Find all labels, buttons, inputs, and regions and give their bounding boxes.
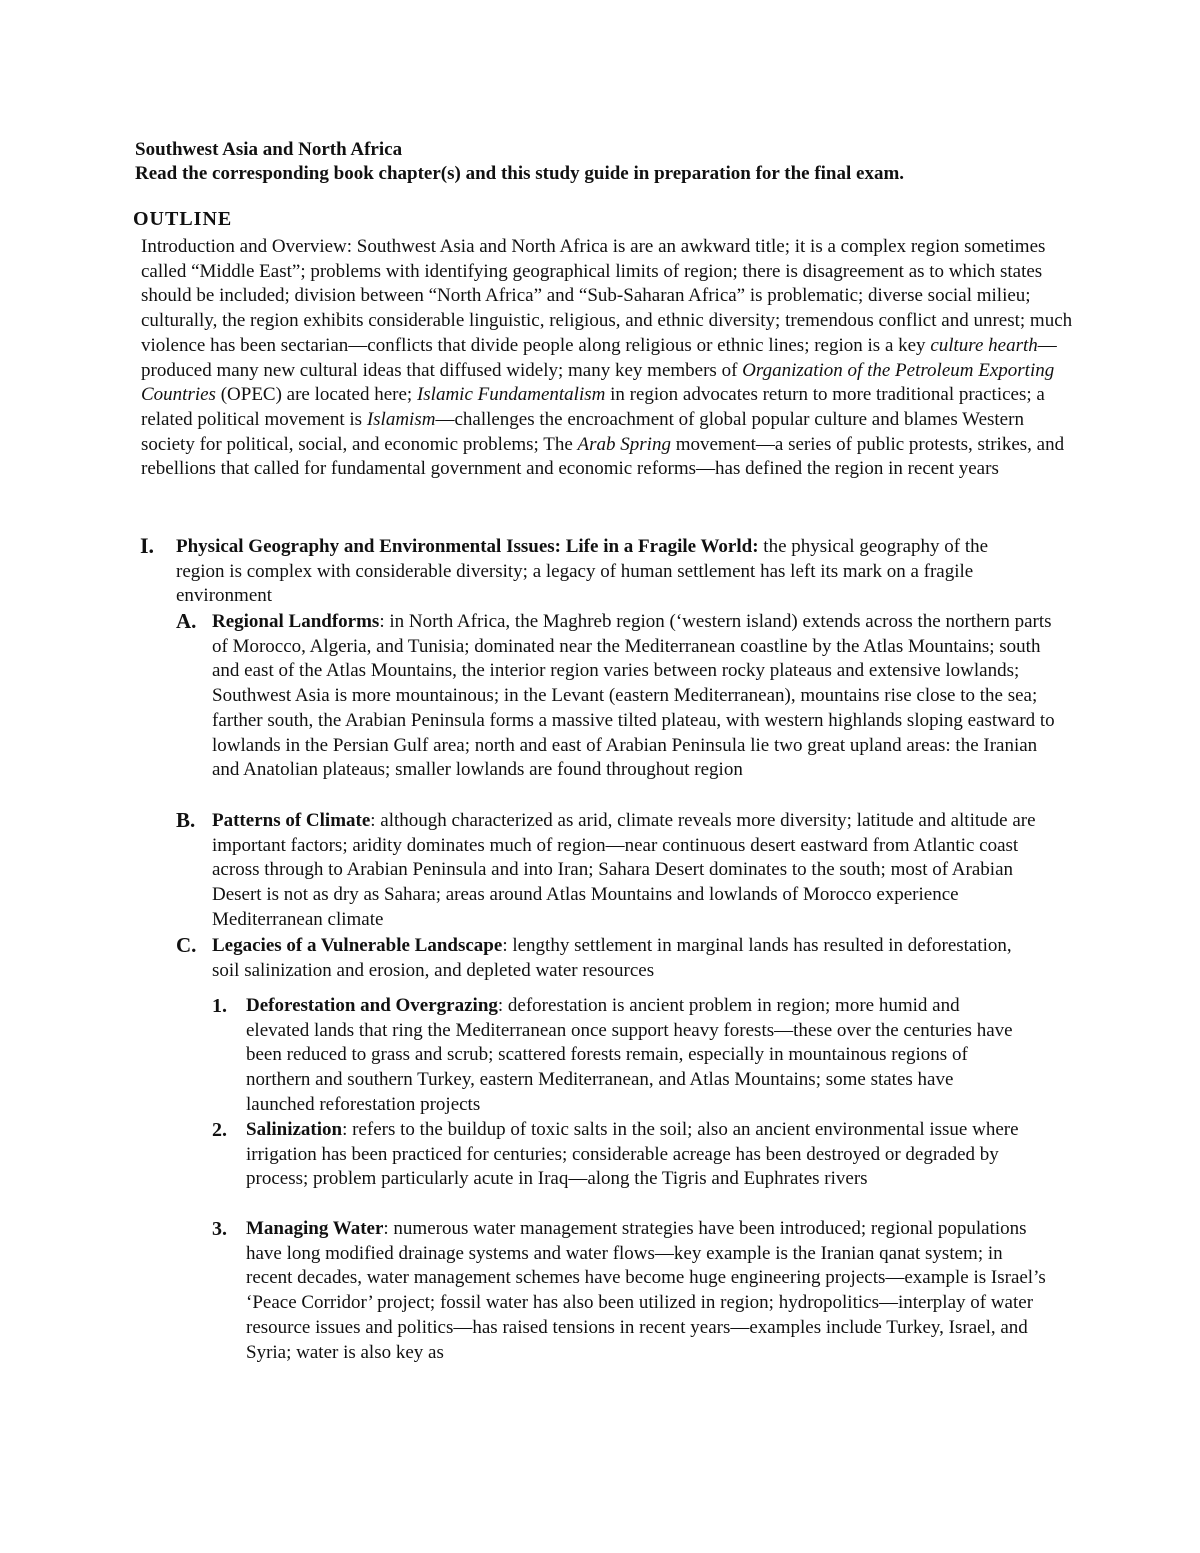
- outline-section-a: [176, 610, 1056, 783]
- section-marker: B.: [176, 808, 196, 832]
- section-text: [212, 610, 1056, 783]
- section-text: [176, 535, 1030, 609]
- intro-term-arab-spring: Arab Spring: [577, 433, 671, 455]
- section-body: the physical geography of the region is complex with considerable diversity; a legacy of human settlement has left its mark on a fragile environment: [176, 536, 989, 607]
- section-marker: I.: [140, 533, 155, 558]
- section-body: : lengthy settlement in marginal lands has resulted in deforestation, soil salinization and erosion, and depleted water resources: [212, 935, 1012, 981]
- intro-term-islamic-fundamentalism: Islamic Fundamentalism: [416, 384, 606, 406]
- intro-term-islamism: Islamism: [366, 408, 436, 430]
- section-heading: Legacies of a Vulnerable Landscape: [212, 935, 503, 956]
- section-heading: Deforestation and Overgrazing: [246, 995, 498, 1016]
- outline-heading: OUTLINE: [133, 208, 233, 230]
- document-subtitle: Read the corresponding book chapter(s) and this study guide in preparation for the final exam.: [135, 163, 905, 184]
- section-text: [246, 1217, 1052, 1365]
- section-body: : deforestation is ancient problem in region; more humid and elevated lands that ring the Mediterranean once support heavy forests—these over the centuries have been reduced to grass and scrub; scattered forests remain, especially in mountainous regions of northern and southern Turkey, eastern Mediterranean, and Atlas Mountains; some states have launched reforestation projects: [246, 995, 1013, 1115]
- outline-section-c2: [212, 1118, 1042, 1192]
- outline-section-c3: [212, 1217, 1052, 1365]
- intro-text-4: in region advocates return to more traditional practices; a related political movement is: [141, 384, 1045, 430]
- section-marker: A.: [176, 609, 197, 633]
- section-body: : numerous water management strategies have been introduced; regional populations have long modified drainage systems and water flows—key example is the Iranian qanat system; in recent decades, water management schemes have become huge engineering projects—example is Israel’s ‘Peace Corridor’ project; fossil water has also been utilized in region; hydropolitics—interplay of water resource issues and politics—has raised tensions in recent years—examples include Turkey, Israel, and Syria; water is also key as: [246, 1218, 1046, 1363]
- section-marker: C.: [176, 933, 197, 957]
- section-heading: Managing Water: [246, 1218, 384, 1239]
- outline-section-c1: [212, 994, 1022, 1118]
- section-heading: Salinization: [246, 1119, 343, 1140]
- section-text: [246, 1118, 1042, 1192]
- outline-section-c: [176, 934, 1016, 983]
- section-text: [212, 934, 1016, 983]
- section-heading: Patterns of Climate: [212, 810, 371, 831]
- intro-text-5: —challenges the encroachment of global popular culture and blames Western society for political, social, and economic problems; The: [141, 408, 1024, 455]
- section-body: : although characterized as arid, climate reveals more diversity; latitude and altitude are important factors; aridity dominates much of region—near continuous desert eastward from Atlantic coast across through to Arabian Peninsula and into Iran; Sahara Desert dominates to the south; most of Arabian Desert is not as dry as Sahara; areas around Atlas Mountains and lowlands of Morocco experience Mediterranean climate: [212, 810, 1036, 930]
- outline-section-1: [140, 535, 1030, 609]
- section-body: : in North Africa, the Maghreb region (‘western island) extends across the northern parts of Morocco, Algeria, and Tunisia; dominated near the Mediterranean coastline by the Atlas Mountains; south and east of the Atlas Mountains, the interior region varies between rocky plateaus and extensive lowlands; Southwest Asia is more mountainous; in the Levant (eastern Mediterranean), mountains rise close to the sea; farther south, the Arabian Peninsula forms a massive tilted plateau, with western highlands sloping eastward to lowlands in the Persian Gulf area; north and east of Arabian Peninsula lie two great upland areas: the Iranian and Anatolian plateaus; smaller lowlands are found throughout region: [212, 611, 1055, 781]
- outline-section-b: [176, 809, 1056, 933]
- intro-text-3: (OPEC) are located here;: [215, 384, 417, 406]
- section-heading: Regional Landforms: [212, 611, 380, 632]
- section-heading: Physical Geography and Environmental Issues: Life in a Fragile World:: [176, 536, 759, 557]
- intro-term-opec: Organization of the Petroleum Exporting Countries: [141, 359, 1055, 406]
- section-text: [246, 994, 1022, 1118]
- intro-paragraph: [141, 235, 1076, 482]
- document-header: [135, 138, 1095, 186]
- section-marker: 2.: [212, 1119, 227, 1141]
- section-marker: 1.: [212, 995, 227, 1017]
- section-marker: 3.: [212, 1218, 227, 1240]
- intro-term-culture-hearth: culture hearth: [930, 334, 1038, 356]
- intro-text-2: —produced many new cultural ideas that diffused widely; many key members of: [141, 334, 1057, 381]
- document-title: Southwest Asia and North Africa: [135, 139, 403, 160]
- intro-text-6: movement—a series of public protests, strikes, and rebellions that called for fundamental government and economic reforms—has defined the region in recent years: [141, 433, 1065, 480]
- section-text: [212, 809, 1056, 933]
- section-body: : refers to the buildup of toxic salts in the soil; also an ancient environmental issue where irrigation has been practiced for centuries; considerable acreage has been destroyed or degraded by process; problem particularly acute in Iraq—along the Tigris and Euphrates rivers: [246, 1119, 1019, 1190]
- intro-text-1: Introduction and Overview: Southwest Asia and North Africa is are an awkward title; it is a complex region sometimes called “Middle East”; problems with identifying geographical limits of region; there is disagreement as to which states should be included; division between “North Africa” and “Sub-Saharan Africa” is problematic; diverse social milieu; culturally, the region exhibits considerable linguistic, religious, and ethnic diversity; tremendous conflict and unrest; much violence has been sectarian—conflicts that divide people along religious or ethnic lines; region is a key: [141, 236, 1073, 356]
